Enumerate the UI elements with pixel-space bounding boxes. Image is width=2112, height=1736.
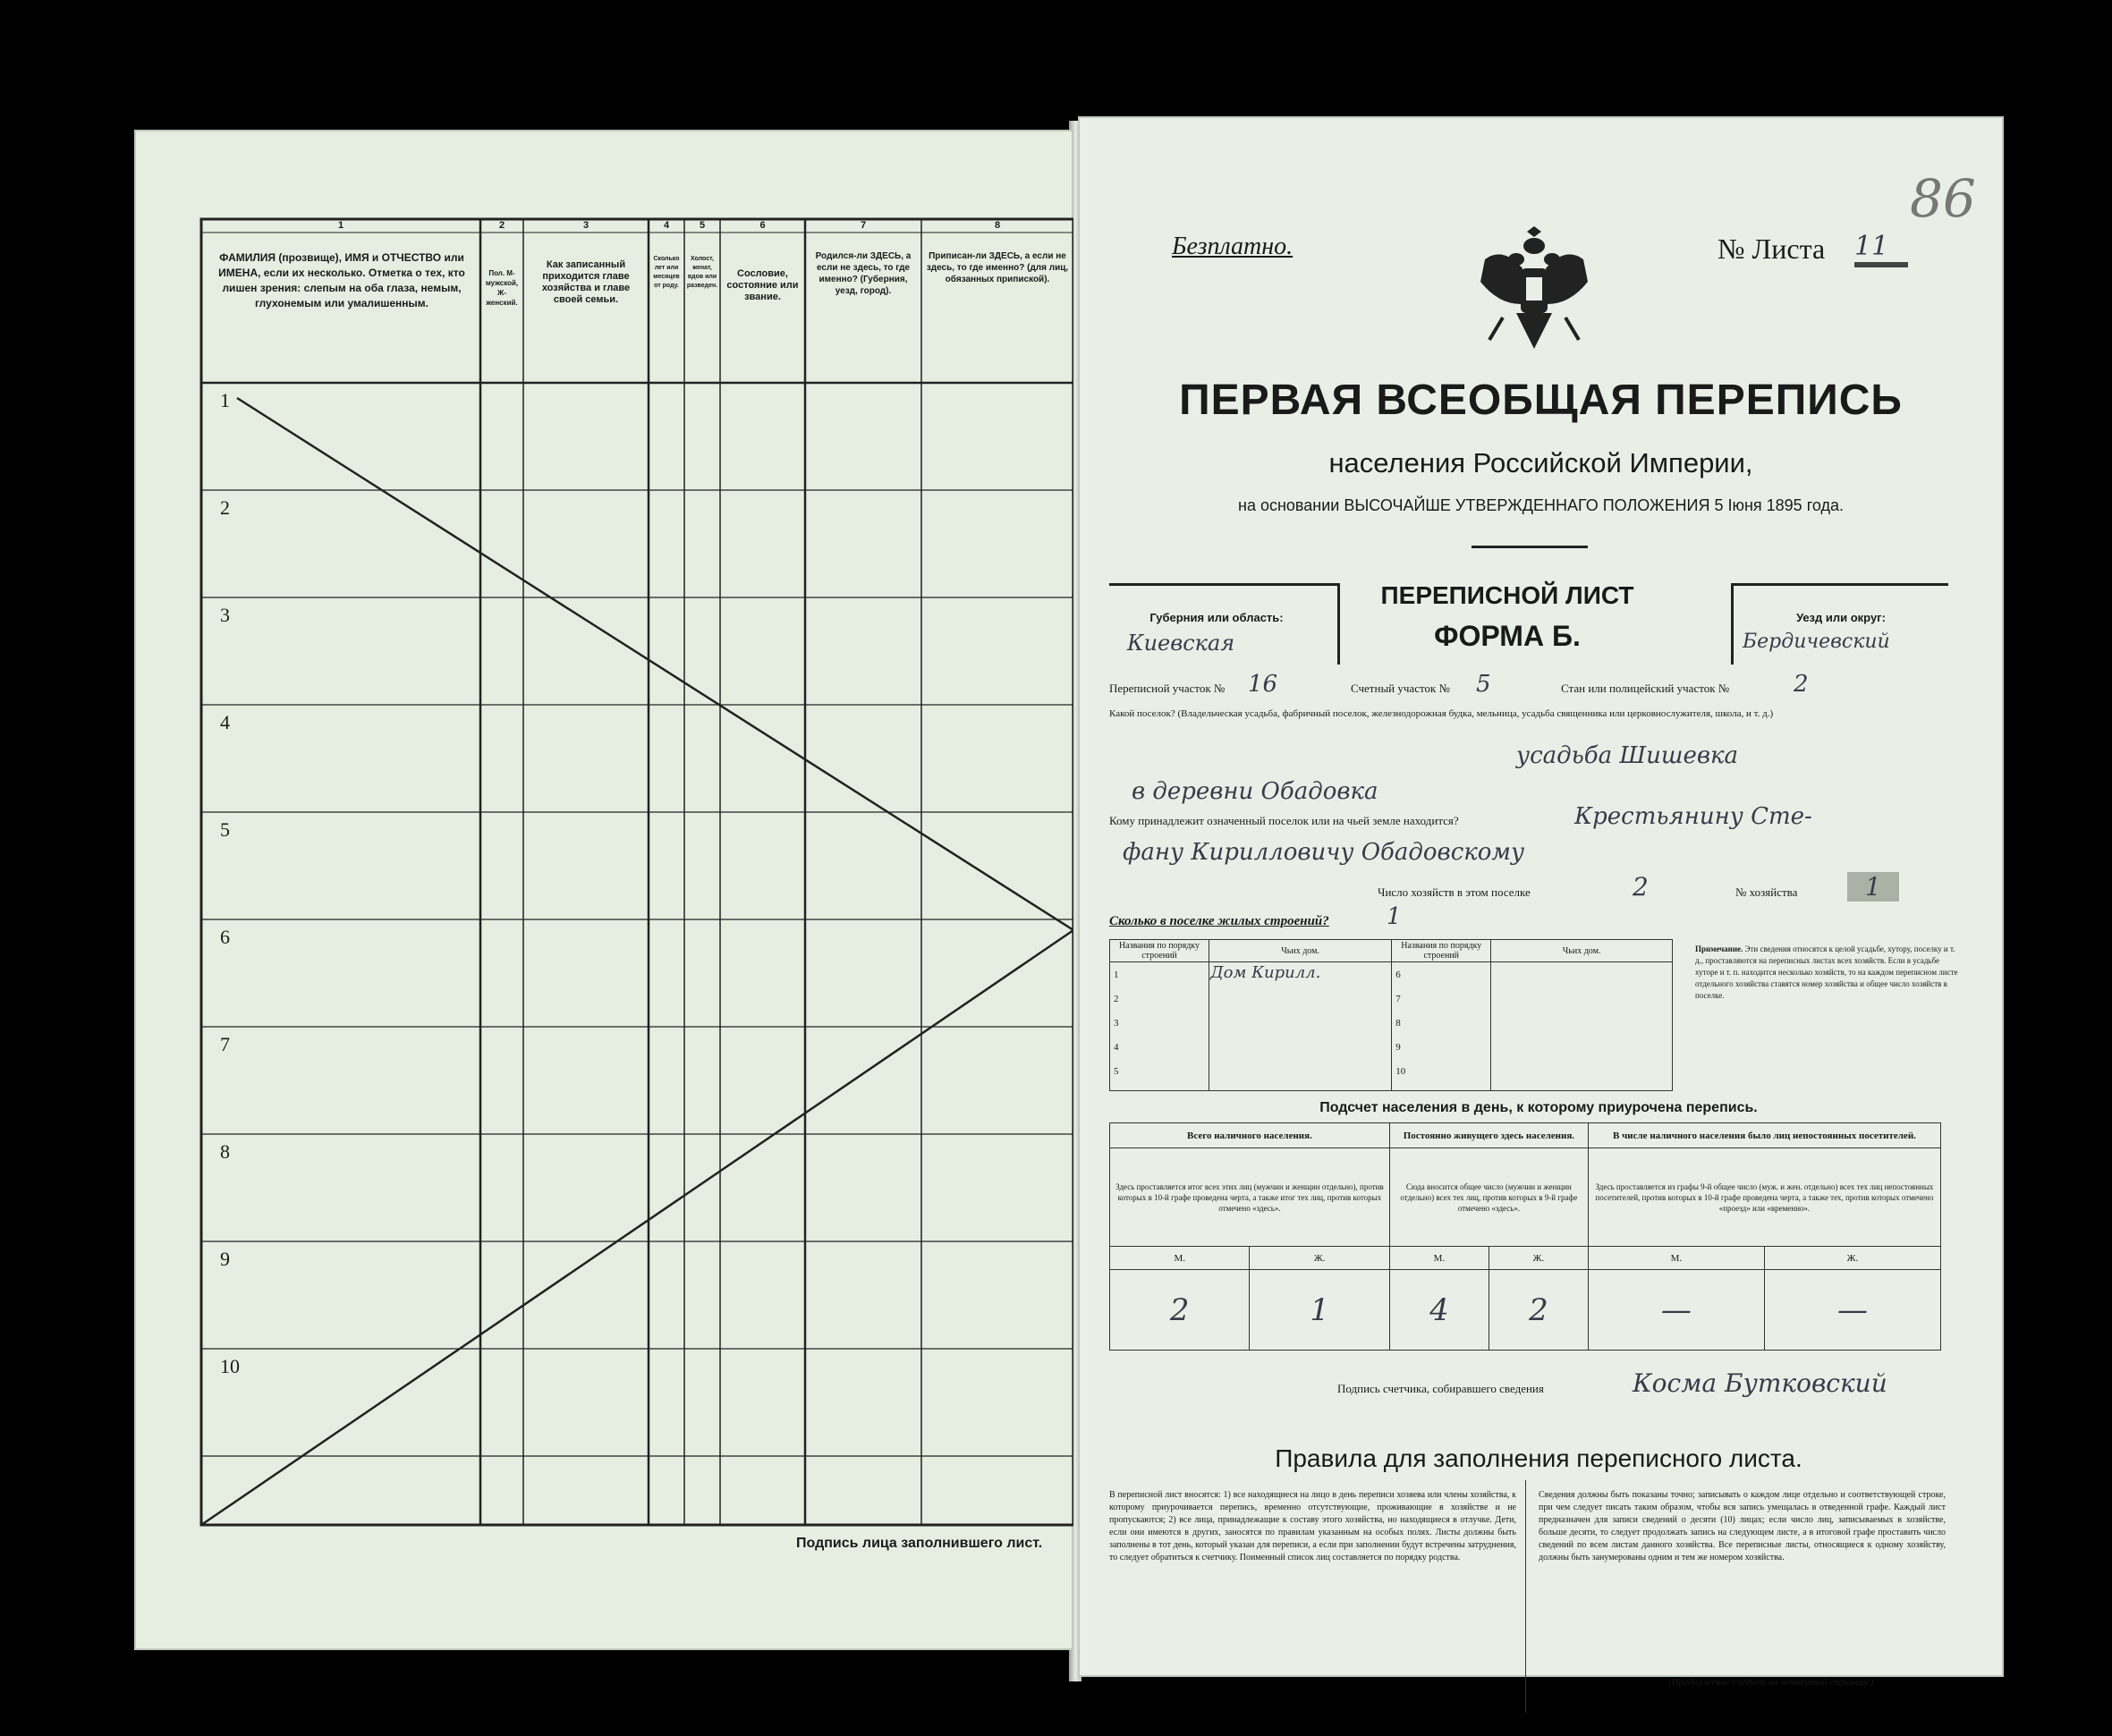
sex-label: М. [1110, 1247, 1250, 1270]
note-title: Примечание. [1695, 944, 1743, 953]
row-number: 1 [220, 389, 230, 411]
province-box [1109, 583, 1340, 665]
pop-note: Сюда вносится общее число (мужчин и женщин отдельно) всех тех лиц, против которых в 9-й графе отмечено «здесь». [1389, 1148, 1588, 1247]
pop-value: — [1588, 1270, 1764, 1351]
free-label: Безплатно. [1172, 233, 1293, 260]
left-grid [134, 130, 1073, 1650]
subtitle: населения Российской Империи, [1328, 447, 1753, 478]
province-label: Губерния или область: [1149, 611, 1284, 624]
province-value: Киевская [1127, 631, 1235, 656]
building-row: 1 [1114, 970, 1119, 980]
district-value: Бердичевский [1743, 631, 1890, 653]
buildings-header: Чьих дом. [1209, 940, 1391, 962]
owner-value-1: Крестьянину Сте- [1574, 803, 1812, 830]
sheet-no-label: № Листа [1718, 233, 1826, 265]
col-num-5: 5 [699, 220, 706, 231]
pop-header: В числе наличного населения было лиц непостоянных посетителей. [1588, 1123, 1940, 1148]
row-number: 3 [220, 604, 230, 626]
imperial-eagle-emblem [1467, 219, 1601, 358]
note [1695, 944, 1964, 1002]
building-row: 3 [1114, 1018, 1119, 1029]
col3-header: Как записанный приходится главе хозяйства и главе своей семьи. [541, 259, 631, 305]
buildings-header: Названия по порядку строений [1392, 940, 1491, 962]
pop-value: 2 [1489, 1270, 1588, 1351]
col6-header: Сословие, состояние или звание. [726, 268, 799, 302]
population-table [1109, 1122, 1941, 1351]
sex-label: Ж. [1250, 1247, 1389, 1270]
building-row: 2 [1114, 994, 1119, 1004]
settlement-question: Какой поселок? (Владельческая усадьба, фабричный поселок, железнодорожная будка, мельница, усадьба священника или церковнослужителя, школа, и т. д.) [1109, 708, 1774, 719]
settlement-value-1: усадьба Шишевка [1516, 742, 1739, 769]
households-label: Число хозяйств в этом поселке [1378, 885, 1531, 899]
building-row: 7 [1395, 994, 1401, 1004]
pop-header: Всего наличного населения. [1110, 1123, 1390, 1148]
note-text: Эти сведения относятся к целой усадьбе, хутору, поселку и т. д., проставляются на переписных листах всех хозяйств. Если в усадьбе хуторе и т. п. находится несколько хозяйств, то на каждом переписном листе отдельного хозяйства ставятся номер хозяйства и общее число хозяйств в поселке. [1695, 944, 1958, 1000]
rules-continue: (Продолжение следует на четвертой странице) [1668, 1677, 1874, 1688]
buildings-value: 1 [1387, 903, 1402, 930]
col-num-1: 1 [337, 220, 344, 231]
pop-header: Постоянно живущего здесь населения. [1389, 1123, 1588, 1148]
rules-title: Правила для заполнения переписного листа. [1275, 1444, 1802, 1472]
col-num-6: 6 [759, 220, 766, 231]
count-area-value: 5 [1476, 671, 1491, 698]
pop-value: 4 [1389, 1270, 1489, 1351]
rules-divider [1525, 1480, 1526, 1713]
sex-label: Ж. [1764, 1247, 1940, 1270]
pop-value: 1 [1250, 1270, 1389, 1351]
col1-header: ФАМИЛИЯ (прозвище), ИМЯ и ОТЧЕСТВО или ИМЕНА, если их несколько. Отметка о тех, кто лишен зрения: слепым на оба глаза, немым, глухонемым или умалишенным. [218, 251, 465, 309]
district-box [1731, 583, 1948, 665]
buildings-label: Сколько в поселке жилых строений? [1109, 914, 1329, 928]
pop-note: Здесь проставляется из графы 9-й общее число (муж. и жен. отдельно) всех тех лиц непостоянных посетителей, против которых в 10-й графе проведена черта, а также тех, против которых отмечено «проезд» или «временно». [1588, 1148, 1940, 1247]
sex-label: Ж. [1489, 1247, 1588, 1270]
building-entry: Дом Кирилл. [1209, 963, 1321, 982]
building-row: 8 [1395, 1018, 1401, 1029]
rules-right: Сведения должны быть показаны точно; записывать о каждом лице отдельно и соответствующей строке, при чем следует писать таким образом, чтобы вся запись умещалась в отведенной графе. Каждый лист предназначен для записи сведений о десяти (10) лицах; если число лиц, записываемых в хозяйстве, больше десяти, то следует продолжать запись на следующем листе, а в итоговой графе проставить число сведений по всем листам данного хозяйства. Все переписные листы, относящиеся к одному хозяйству, должны быть занумерованы одним и тем же номером хозяйства. [1539, 1490, 1946, 1562]
sex-label: М. [1389, 1247, 1489, 1270]
divider [1472, 546, 1588, 548]
counter-signature-value: Косма Бутковский [1633, 1368, 1887, 1398]
households-value: 2 [1633, 872, 1649, 902]
main-title: ПЕРВАЯ ВСЕОБЩАЯ ПЕРЕПИСЬ [1179, 377, 1903, 424]
buildings-header: Чьих дом. [1491, 940, 1673, 962]
col8-header: Приписан-ли ЗДЕСЬ, а если не здесь, то где именно? (для лиц, обязанных припиской). [926, 251, 1069, 284]
col-num-8: 8 [994, 220, 1001, 231]
row-number: 4 [220, 711, 230, 733]
building-row: 10 [1395, 1066, 1406, 1077]
row-number: 8 [220, 1140, 230, 1163]
row-number: 7 [220, 1033, 230, 1055]
row-number: 2 [220, 496, 230, 519]
population-heading: Подсчет населения в день, к которому приурочена перепись. [1319, 1100, 1758, 1115]
building-row: 9 [1395, 1042, 1401, 1053]
count-area-label: Счетный участок № [1351, 682, 1450, 695]
census-area-label: Переписной участок № [1109, 682, 1226, 695]
household-no-label: № хозяйства [1735, 885, 1798, 899]
row-number: 10 [220, 1355, 240, 1377]
sheet-title: ПЕРЕПИСНОЙ ЛИСТ [1380, 581, 1634, 609]
col-num-3: 3 [582, 220, 589, 231]
owner-value-2: фану Кирилловичу Обадовскому [1123, 839, 1525, 866]
police-area-value: 2 [1794, 671, 1809, 698]
col-num-2: 2 [498, 220, 505, 231]
household-no-value: 1 [1847, 872, 1899, 902]
row-number: 9 [220, 1248, 230, 1270]
settlement-value-2: в деревни Обадовка [1132, 778, 1378, 805]
corner-number: 86 [1910, 168, 1976, 229]
col4-header: Сколько лет или месяцев от роду. [653, 256, 680, 289]
col-num-4: 4 [663, 220, 670, 231]
building-row: 6 [1395, 970, 1401, 980]
owner-question: Кому принадлежит означенный поселок или на чьей земле находится? [1109, 814, 1459, 827]
right-page [1078, 116, 2004, 1688]
basis-line: на основании ВЫСОЧАЙШЕ УТВЕРЖДЕННАГО ПОЛОЖЕНИЯ 5 Iюня 1895 года. [1238, 496, 1844, 514]
row-number: 5 [220, 818, 230, 841]
district-label: Уезд или округ: [1796, 611, 1886, 624]
col2-header: Пол. М-мужской, Ж-женский. [485, 269, 519, 307]
row-number: 6 [220, 926, 230, 948]
pop-value: — [1764, 1270, 1940, 1351]
signature-label: Подпись лица заполнившего лист. [796, 1536, 1043, 1551]
counter-signature-label: Подпись счетчика, собиравшего сведения [1337, 1382, 1544, 1395]
col5-header: Холост, женат, вдов или разведен. [686, 256, 718, 289]
left-page [134, 130, 1073, 1650]
col7-header: Родился-ли ЗДЕСЬ, а если не здесь, то где именно? (Губерния, уезд, город). [815, 251, 912, 296]
building-row: 5 [1114, 1066, 1119, 1077]
buildings-table [1109, 939, 1673, 1091]
sheet-no-value: 11 [1854, 231, 1908, 267]
police-area-label: Стан или полицейский участок № [1561, 682, 1730, 695]
buildings-header: Названия по порядку строений [1110, 940, 1209, 962]
rules-left: В переписной лист вносятся: 1) все находящиеся на лицо в день переписи хозяева или члены хозяйства, к которому приурочивается перепись, временно отсутствующие, проживающие в хозяйстве и не пропускаются; 2) все лица, принадлежащие к составу этого хозяйства, но находящиеся в отлучке. Дети, если они имеются в других, заносятся по правилам указанным на особых полях. Листы должны быть заполнены в тот день, который указан для переписи, а если при заполнении будут встречены затруднения, то следует обратиться к счетчику. Поименный список лиц составляется по порядку родства. [1109, 1490, 1516, 1562]
sex-label: М. [1588, 1247, 1764, 1270]
form-label: ФОРМА Б. [1434, 620, 1581, 652]
pop-note: Здесь проставляется итог всех этих лиц (мужчин и женщин отдельно), против которых в 10-й графе проведена черта, а также итог тех лиц, против которых отмечено «здесь». [1110, 1148, 1390, 1247]
pop-value: 2 [1110, 1270, 1250, 1351]
census-area-value: 16 [1248, 671, 1278, 698]
building-row: 4 [1114, 1042, 1119, 1053]
col-num-7: 7 [860, 220, 867, 231]
